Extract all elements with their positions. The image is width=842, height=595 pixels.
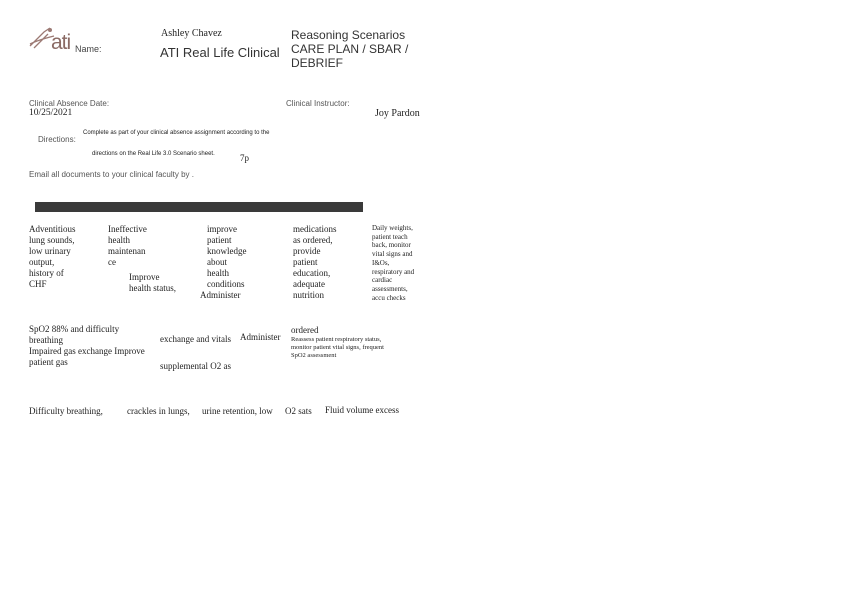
- row1-evaluation: Daily weights, patient teach back, monitor vital signs and I&Os, respiratory and cardiac assessments, accu checks: [372, 224, 415, 302]
- absence-date-label: Clinical Absence Date:: [29, 99, 110, 108]
- directions-label: Directions:: [38, 135, 76, 144]
- section-bar: [35, 202, 363, 212]
- row2-intervention: supplemental O2 as: [160, 361, 231, 371]
- row2-evaluation: Reassess patient respiratory status, monitor patient vital signs, frequent SpO2 assessment: [291, 336, 384, 359]
- instructor-label: Clinical Instructor:: [286, 99, 350, 108]
- program-title: ATI Real Life Clinical: [160, 45, 280, 60]
- instructor-name: Joy Pardon: [375, 108, 420, 119]
- directions-line-2: directions on the Real Life 3.0 Scenario sheet.: [92, 151, 215, 157]
- row1-goal: Improve health status,: [129, 272, 176, 293]
- row1-intervention-start: Administer: [200, 290, 241, 300]
- name-label: Name:: [75, 44, 102, 54]
- row3-diagnosis: Fluid volume excess: [325, 405, 399, 415]
- email-note: Email all documents to your clinical faculty by .: [29, 170, 194, 179]
- row3-symptom-1: Difficulty breathing,: [29, 406, 103, 416]
- row1-diagnosis: Ineffective health maintenan ce: [108, 224, 147, 267]
- absence-date: 10/25/2021: [29, 108, 73, 118]
- row3-symptom-3: urine retention, low: [202, 406, 273, 416]
- row1-assessment: Adventitious lung sounds, low urinary output, history of CHF: [29, 224, 76, 289]
- row2-goal: exchange and vitals: [160, 334, 231, 344]
- row3-symptom-4: O2 sats: [285, 406, 312, 416]
- row2-assessment: SpO2 88% and difficulty breathing Impaired gas exchange Improve patient gas: [29, 324, 145, 367]
- document-title: Reasoning Scenarios CARE PLAN / SBAR / DEBRIEF: [291, 28, 409, 70]
- directions-line-1: Complete as part of your clinical absence assignment according to the: [83, 130, 270, 136]
- ati-logo: [28, 26, 78, 56]
- row3-symptom-2: crackles in lungs,: [127, 406, 190, 416]
- directions-line-2-suffix: 7p: [240, 153, 249, 163]
- row2-intervention-end: ordered: [291, 325, 319, 335]
- student-name: Ashley Chavez: [161, 28, 222, 39]
- row1-interventions: medications as ordered, provide patient education, adequate nutrition: [293, 224, 337, 300]
- row2-intervention-start: Administer: [240, 332, 281, 342]
- logo-text: ati: [51, 31, 71, 54]
- row1-goal-detail: improve patient knowledge about health conditions: [207, 224, 247, 289]
